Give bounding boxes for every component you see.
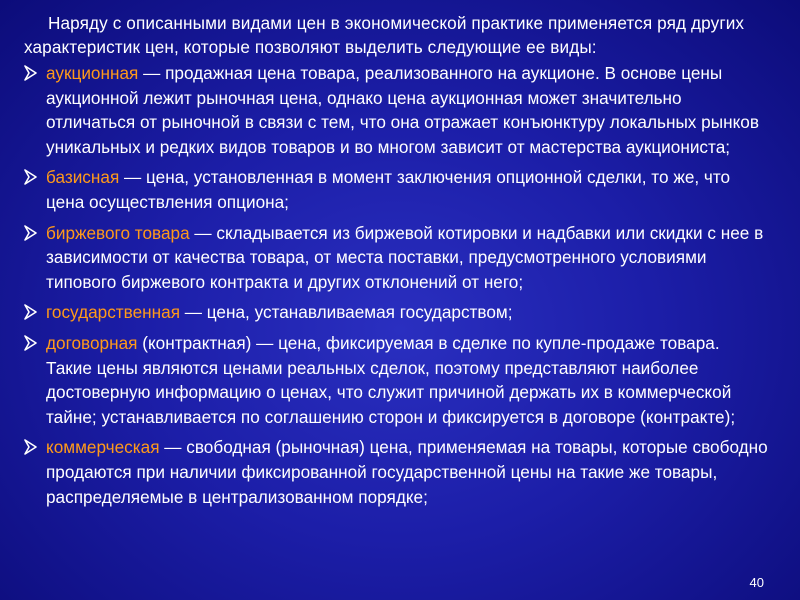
term-label: государственная: [46, 302, 181, 323]
arrowhead-bullet-icon: [24, 304, 37, 320]
term-description: — складывается из биржевой котировки и надбавки или скидки с нее в зависимости от качества товара, от места поставки, предусмотренного условиями типового биржевого контракта и других отклонений от него;: [46, 222, 764, 292]
list-item: [24, 435, 770, 509]
list-item: [24, 61, 770, 159]
term-label: коммерческая: [46, 437, 160, 458]
page-number: 40: [749, 575, 764, 590]
arrowhead-bullet-icon: [24, 225, 37, 241]
term-label: аукционная: [46, 63, 139, 83]
term-label: договорная: [46, 332, 138, 353]
intro-paragraph: Наряду с описанными видами цен в экономической практике применяется ряд других характеристик цен, которые позволяют выделить следующие ее виды:: [24, 13, 745, 57]
term-description: — продажная цена товара, реализованного на аукционе. В основе цены аукционной лежит рыночная цена, однако цена аукционная может значительно отличаться от рыночной в связи с тем, что она отражает конъюнктуру локальных рынков уникальных и редких видов товаров и во многом зависит от мастерства аукциониста;: [46, 63, 759, 157]
list-item: [24, 221, 770, 295]
list-item: [24, 165, 770, 214]
list-item: [24, 331, 770, 429]
arrowhead-bullet-icon: [24, 335, 37, 351]
list-item: [24, 300, 770, 325]
term-label: биржевого товара: [46, 222, 190, 243]
term-description: — цена, устанавливаемая государством;: [180, 302, 513, 323]
term-description: — свободная (рыночная) цена, применяемая на товары, которые свободно продаются при наличии фиксированной государственной цены на такие же товары, распределяемые в централизованном порядке;: [46, 437, 768, 507]
bullet-list: [24, 61, 770, 509]
arrowhead-bullet-icon: [24, 169, 37, 185]
term-description: (контрактная) — цена, фиксируемая в сделке по купле-продаже товара. Такие цены являются ценами реальных сделок, поэтому представляют наиболее достоверную информацию о ценах, что служит причиной держать их в коммерческой тайне; устанавливается по соглашению сторон и фиксируется в договоре (контракте);: [46, 332, 736, 427]
term-label: базисная: [46, 167, 120, 188]
arrowhead-bullet-icon: [24, 439, 37, 455]
arrowhead-bullet-icon: [24, 65, 37, 81]
term-description: — цена, установленная в момент заключения опционной сделки, то же, что цена осуществления опциона;: [46, 167, 731, 212]
